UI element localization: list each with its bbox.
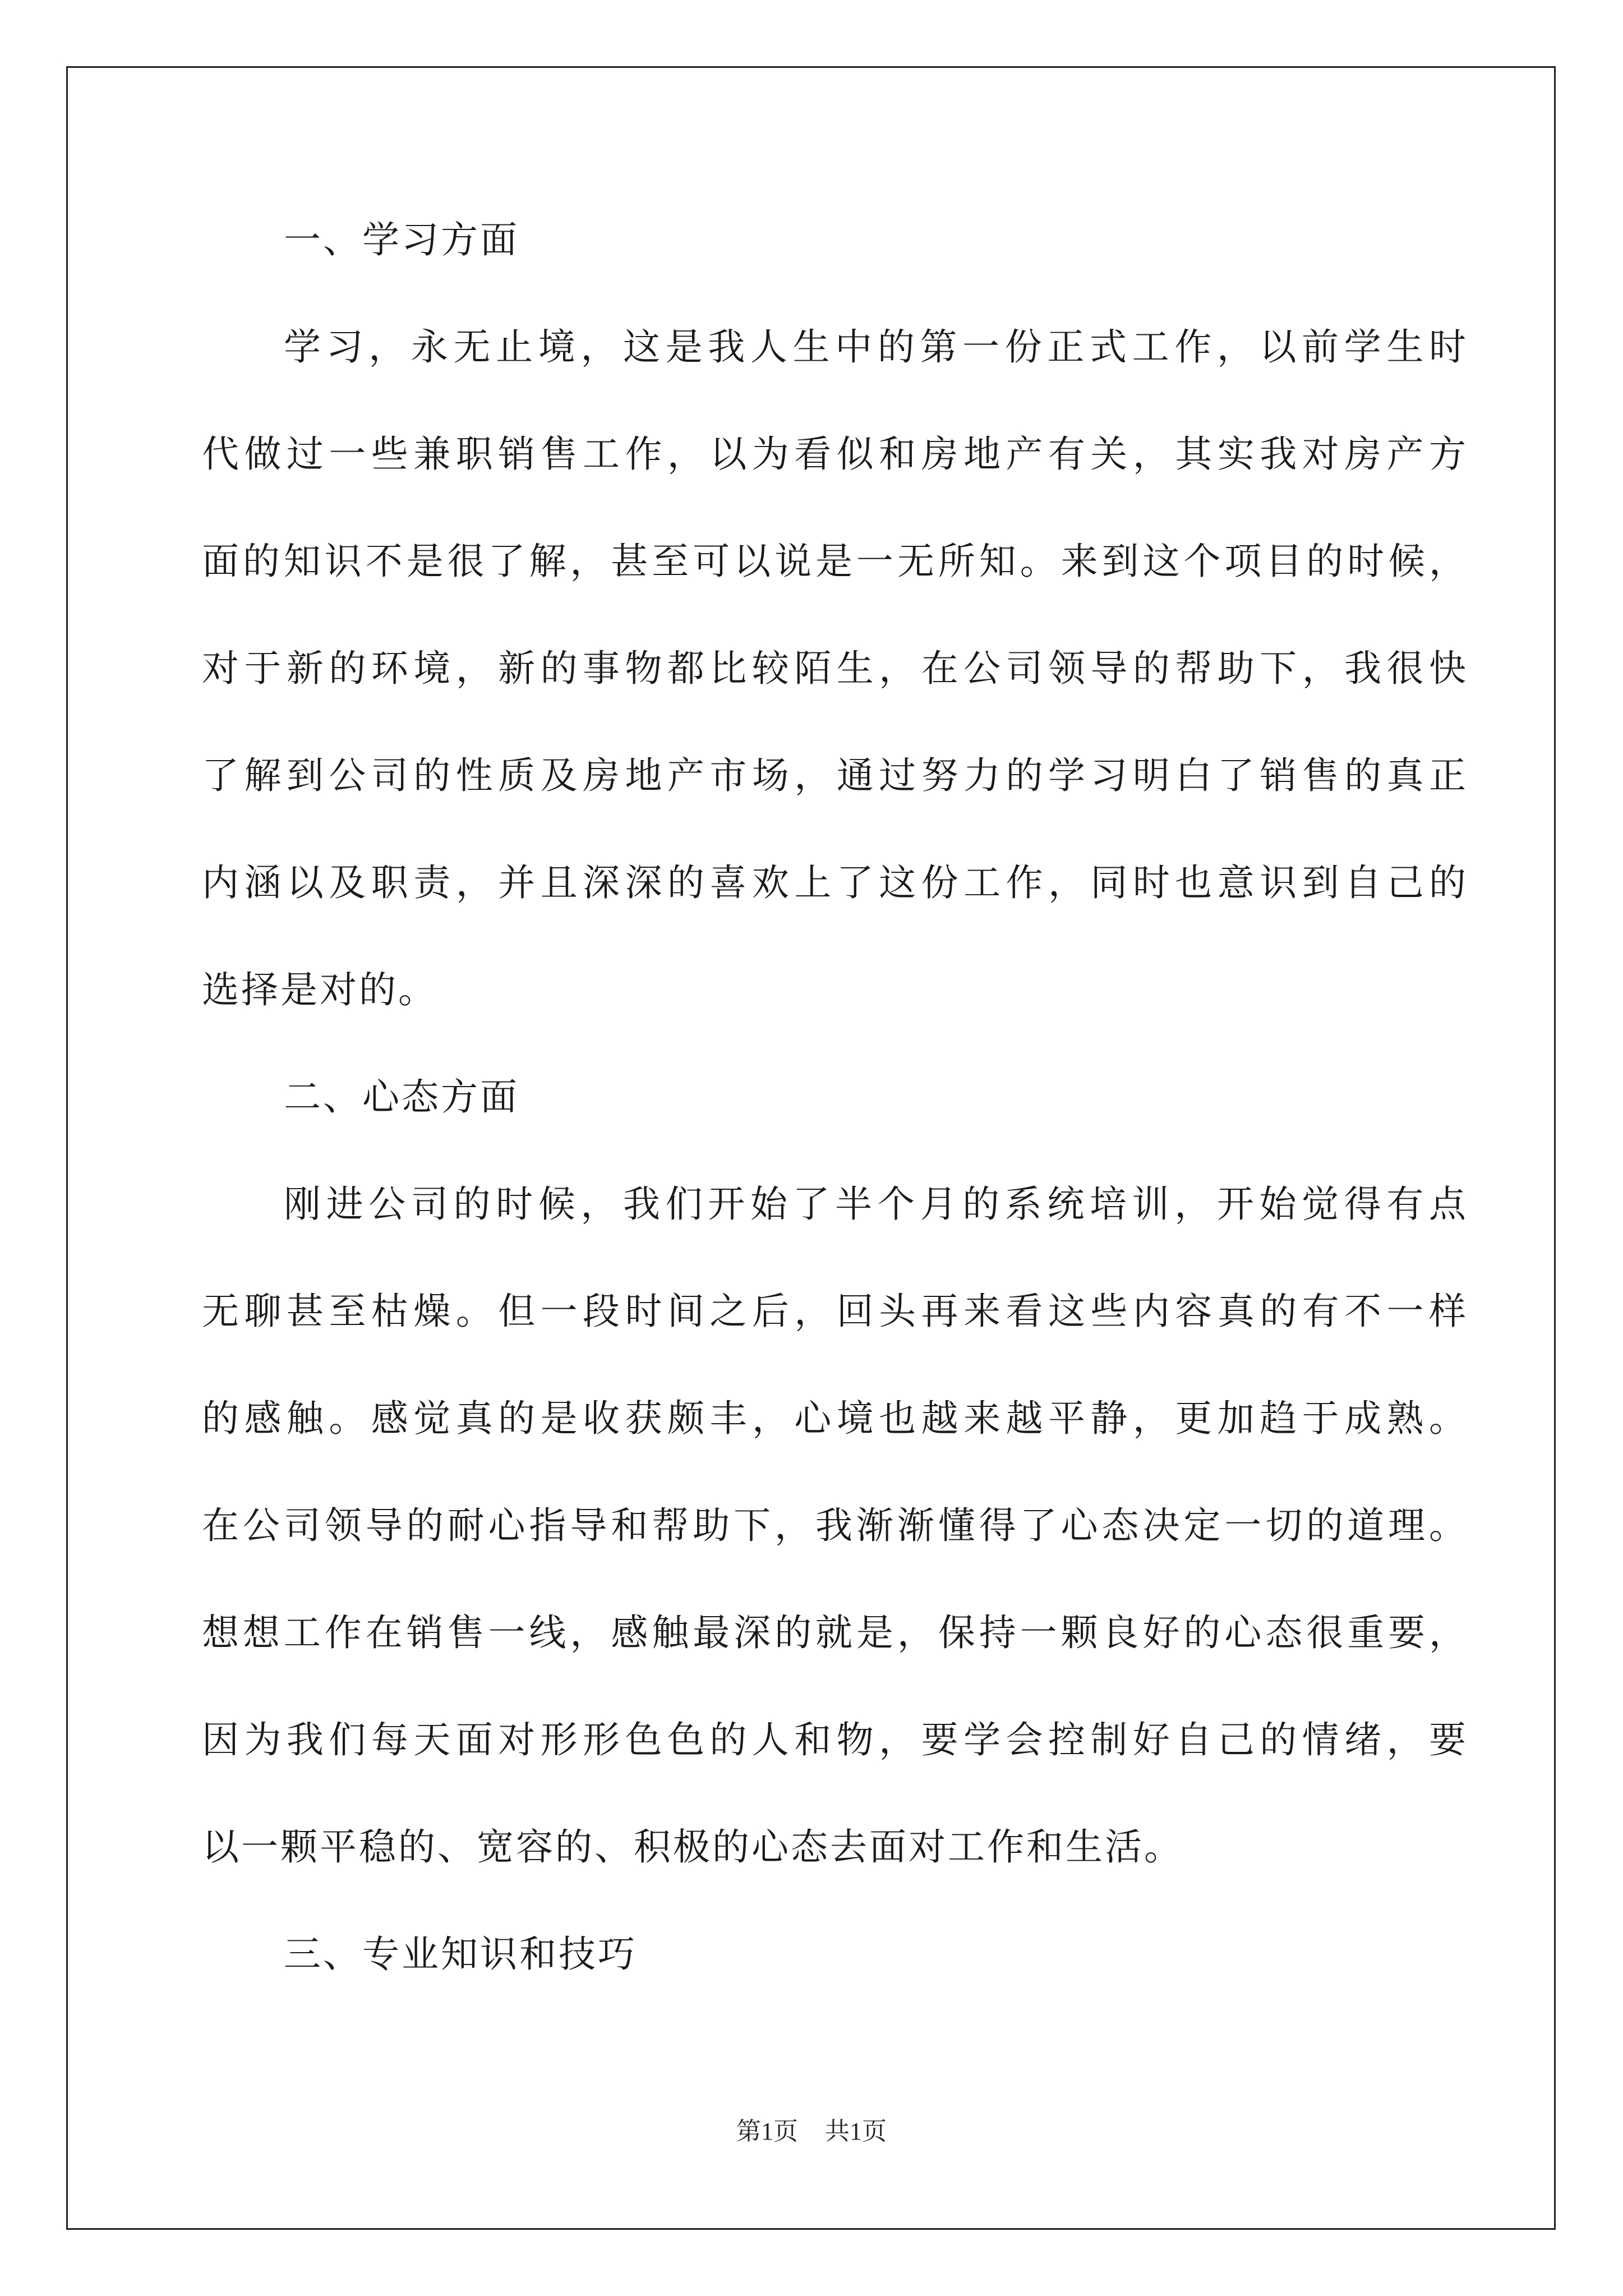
text-line: 内涵以及职责，并且深深的喜欢上了这份工作，同时也意识到自己的 bbox=[202, 861, 1468, 904]
text-line: 面的知识不是很了解，甚至可以说是一无所知。来到这个项目的时候， bbox=[202, 540, 1468, 583]
text-line: 以一颗平稳的、宽容的、积极的心态去面对工作和生活。 bbox=[202, 1825, 1183, 1869]
text-line: 了解到公司的性质及房地产市场，通过努力的学习明白了销售的真正 bbox=[202, 754, 1468, 797]
text-line: 刚进公司的时候，我们开始了半个月的系统培训，开始觉得有点 bbox=[284, 1182, 1468, 1226]
page-total: 共1页 bbox=[825, 2118, 887, 2145]
text-line: 三、专业知识和技巧 bbox=[284, 1932, 637, 1976]
text-line: 在公司领导的耐心指导和帮助下，我渐渐懂得了心态决定一切的道理。 bbox=[202, 1504, 1468, 1547]
text-line: 二、心态方面 bbox=[284, 1075, 519, 1119]
page-footer bbox=[0, 2119, 1623, 2144]
text-line: 学习，永无止境，这是我人生中的第一份正式工作，以前学生时 bbox=[284, 325, 1468, 369]
text-line: 对于新的环境，新的事物都比较陌生，在公司领导的帮助下，我很快 bbox=[202, 647, 1468, 690]
text-line: 的感触。感觉真的是收获颇丰，心境也越来越平静，更加趋于成熟。 bbox=[202, 1397, 1468, 1440]
text-line: 选择是对的。 bbox=[202, 968, 437, 1011]
page-number: 第1页 bbox=[736, 2118, 798, 2145]
text-line: 一、学习方面 bbox=[284, 218, 519, 261]
text-line: 无聊甚至枯燥。但一段时间之后，回头再来看这些内容真的有不一样 bbox=[202, 1290, 1468, 1333]
document-body bbox=[202, 218, 1468, 2043]
text-line: 想想工作在销售一线，感触最深的就是，保持一颗良好的心态很重要， bbox=[202, 1611, 1468, 1654]
text-line: 代做过一些兼职销售工作，以为看似和房地产有关，其实我对房产方 bbox=[202, 432, 1468, 476]
text-line: 因为我们每天面对形形色色的人和物，要学会控制好自己的情绪，要 bbox=[202, 1718, 1468, 1761]
